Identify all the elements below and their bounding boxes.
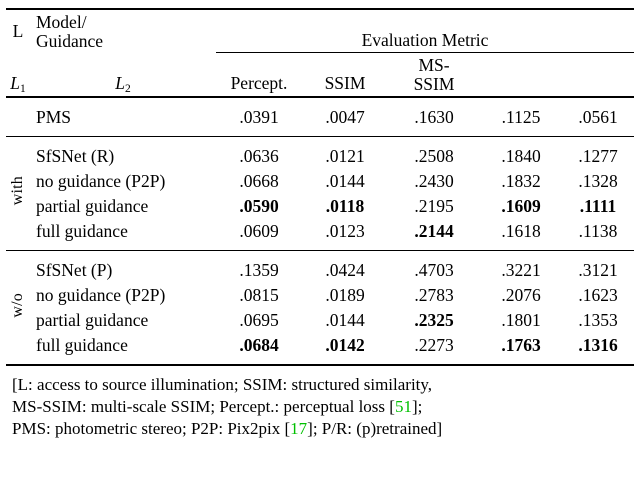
row-label: PMS bbox=[36, 106, 72, 127]
cell-value: .1111 bbox=[579, 196, 617, 217]
group-side-label-wo-text: w/o bbox=[9, 292, 26, 318]
header-metric-msssim-line1: MS- bbox=[418, 54, 450, 75]
cell-value: .0668 bbox=[239, 171, 279, 192]
table-row bbox=[6, 283, 634, 308]
cell-value: .1763 bbox=[501, 335, 541, 356]
header-metric-percept: Percept. bbox=[230, 72, 288, 93]
footnote-line-1 bbox=[12, 374, 628, 396]
cell-value: .2076 bbox=[501, 285, 541, 306]
footnote-line-3-tail: ]; P/R: (p)retrained] bbox=[307, 419, 443, 439]
table-row bbox=[6, 308, 634, 333]
citation-ref-17[interactable]: 17 bbox=[290, 419, 308, 439]
footnote-line-2-tail: ]; bbox=[411, 397, 423, 416]
cell-value: .3121 bbox=[578, 260, 618, 281]
header-metrics-row bbox=[6, 53, 634, 97]
header-model-guidance bbox=[30, 11, 216, 53]
cell-value: .1138 bbox=[578, 221, 618, 242]
table-row bbox=[6, 194, 634, 219]
header-metric-msssim-line2: SSIM bbox=[413, 73, 455, 94]
cell-value: .2325 bbox=[414, 310, 454, 331]
row-label: full guidance bbox=[36, 220, 128, 241]
row-label: no guidance (P2P) bbox=[36, 170, 166, 191]
table-row bbox=[6, 144, 634, 169]
cell-value: .2144 bbox=[414, 221, 454, 242]
group-side-label-0 bbox=[6, 105, 30, 130]
header-metric-ssim: SSIM bbox=[324, 72, 366, 93]
results-table bbox=[6, 8, 634, 367]
rule-bottom bbox=[6, 365, 634, 367]
cell-value: .0391 bbox=[239, 107, 279, 128]
group-side-label-with bbox=[6, 144, 30, 244]
cell-value: .0636 bbox=[239, 146, 279, 167]
cell-value: .3221 bbox=[501, 260, 541, 281]
cell-value: .0144 bbox=[325, 310, 365, 331]
cell-value: .0047 bbox=[325, 107, 365, 128]
table-row bbox=[6, 333, 634, 358]
cell-value: .2430 bbox=[414, 171, 454, 192]
header-metric-msssim bbox=[388, 53, 480, 97]
group-side-label-wo bbox=[6, 258, 30, 358]
cell-value: .2783 bbox=[414, 285, 454, 306]
header-metric-l1: L1 bbox=[10, 72, 26, 95]
cell-value: .1125 bbox=[501, 107, 541, 128]
footnote-line-2 bbox=[12, 396, 628, 418]
cell-value: .1801 bbox=[501, 310, 541, 331]
row-label: partial guidance bbox=[36, 309, 149, 330]
table-row bbox=[6, 169, 634, 194]
row-label: full guidance bbox=[36, 334, 128, 355]
header-row-group bbox=[6, 11, 634, 52]
cell-value: .0142 bbox=[325, 335, 365, 356]
header-metric-l2: L2 bbox=[115, 72, 131, 95]
cell-value: .1832 bbox=[501, 171, 541, 192]
cell-value: .0695 bbox=[239, 310, 279, 331]
row-label: no guidance (P2P) bbox=[36, 284, 166, 305]
group-side-label-with-text: with bbox=[9, 176, 26, 206]
footnote-line-1-text: [L: access to source illumination; SSIM: structured similarity, bbox=[12, 374, 433, 394]
footnote-line-2-text: MS-SSIM: multi-scale SSIM; Percept.: perceptual loss [ bbox=[12, 397, 395, 416]
cell-value: .0123 bbox=[325, 221, 365, 242]
cell-value: .1328 bbox=[578, 171, 618, 192]
table-footnote bbox=[6, 371, 634, 441]
cell-value: .0189 bbox=[325, 285, 365, 306]
cell-value: .0815 bbox=[239, 285, 279, 306]
cell-value: .2508 bbox=[414, 146, 454, 167]
header-eval-metric-label: Evaluation Metric bbox=[361, 29, 489, 50]
cell-value: .1277 bbox=[578, 146, 618, 167]
table-row bbox=[6, 219, 634, 244]
cell-value: .1840 bbox=[501, 146, 541, 167]
cell-value: .1316 bbox=[578, 335, 618, 356]
cell-value: .2273 bbox=[414, 335, 454, 356]
row-label: SfSNet (R) bbox=[36, 145, 115, 166]
header-model-line1: Model/ bbox=[36, 12, 87, 32]
cell-value: .0424 bbox=[325, 260, 365, 281]
cell-value: .1353 bbox=[578, 310, 618, 331]
cell-value: .0144 bbox=[325, 171, 365, 192]
cell-value: .1618 bbox=[501, 221, 541, 242]
cell-value: .0590 bbox=[239, 196, 279, 217]
footnote-line-3 bbox=[12, 418, 628, 440]
row-label: partial guidance bbox=[36, 195, 149, 216]
cell-value: .0609 bbox=[239, 221, 279, 242]
header-L: L bbox=[12, 21, 24, 42]
cell-value: .1630 bbox=[414, 107, 454, 128]
cell-value: .2195 bbox=[414, 196, 454, 217]
row-label: SfSNet (P) bbox=[36, 259, 113, 280]
cell-value: .1609 bbox=[501, 196, 541, 217]
cell-value: .1623 bbox=[578, 285, 618, 306]
cell-value: .1359 bbox=[239, 260, 279, 281]
cell-value: .0121 bbox=[325, 146, 365, 167]
cell-value: .0118 bbox=[325, 196, 365, 217]
footnote-line-3-text: PMS: photometric stereo; P2P: Pix2pix [ bbox=[12, 419, 291, 439]
header-model-line2: Guidance bbox=[36, 30, 104, 51]
table-row bbox=[6, 105, 634, 130]
table-row bbox=[6, 258, 634, 283]
citation-ref-51[interactable]: 51 bbox=[394, 397, 412, 416]
cell-value: .0684 bbox=[239, 335, 279, 356]
cell-value: .4703 bbox=[414, 260, 454, 281]
cell-value: .0561 bbox=[578, 107, 618, 128]
header-eval-metric bbox=[216, 11, 634, 52]
